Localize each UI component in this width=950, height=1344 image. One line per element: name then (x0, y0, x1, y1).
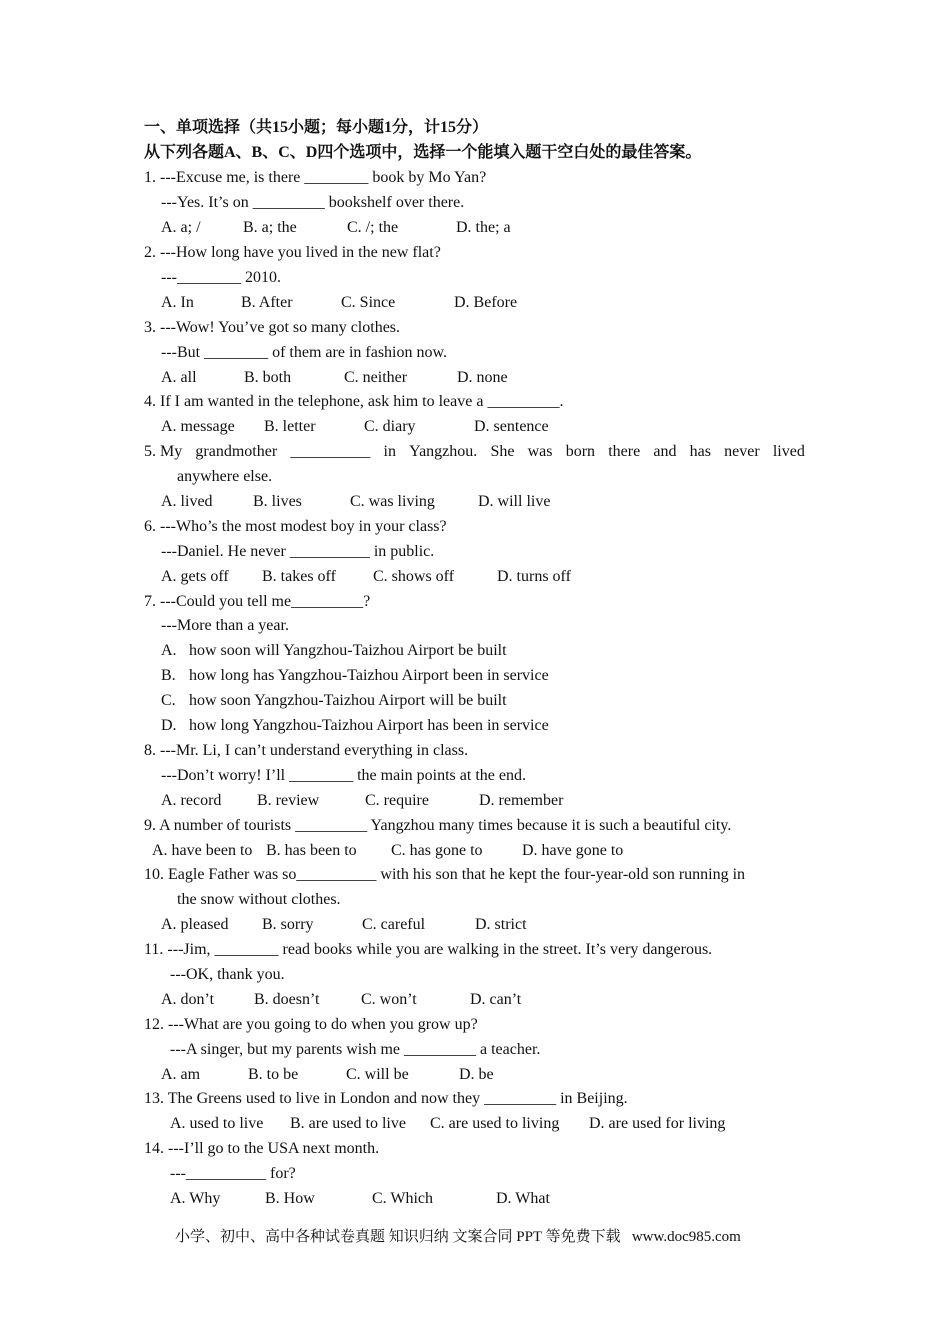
question-stem-continued: anywhere else. (177, 468, 273, 485)
question-response: ---__________ for? (170, 1165, 296, 1182)
option-c: C. careful (362, 916, 426, 933)
option-d: D. are used for living (589, 1115, 726, 1132)
option-d: D. sentence (474, 418, 549, 435)
option-c: C. shows off (373, 568, 455, 585)
option-b: B. a; the (243, 219, 297, 236)
option-b: B. After (241, 294, 293, 311)
option-c: C. was living (350, 493, 435, 510)
option-a: A. In (161, 294, 194, 311)
stem-word: never (724, 443, 760, 460)
stem-word: 5. My (144, 443, 183, 460)
option-d: D. none (457, 369, 508, 386)
option-c: how soon Yangzhou-Taizhou Airport will be built (189, 692, 507, 709)
question-stem: 2. ---How long have you lived in the new flat? (144, 244, 441, 261)
option-d: D. Before (454, 294, 518, 311)
option-c: C. require (365, 792, 429, 809)
option-d: D. strict (475, 916, 527, 933)
option-c: C. has gone to (391, 842, 483, 859)
option-a: A. pleased (161, 916, 229, 933)
option-d: D. have gone to (522, 842, 624, 859)
question-stem: 4. If I am wanted in the telephone, ask him to leave a _________. (144, 393, 564, 410)
option-b: B. has been to (266, 842, 357, 859)
section-heading: 一、单项选择（共15小题；每小题1分，计15分） (144, 119, 489, 136)
option-a: A. used to live (170, 1115, 264, 1132)
question-response: ---A singer, but my parents wish me _________ a teacher. (170, 1041, 541, 1058)
option-d: D. can’t (470, 991, 522, 1008)
section-instruction: 从下列各题A、B、C、D四个选项中，选择一个能填入题干空白处的最佳答案。 (144, 144, 702, 161)
question-stem: 11. ---Jim, ________ read books while you are walking in the street. It’s very dangerous. (144, 941, 713, 958)
option-a: A. Why (170, 1190, 221, 1207)
option-a: A. have been to (152, 842, 253, 859)
question-response: ---Daniel. He never __________ in public. (161, 543, 435, 560)
stem-word: has (689, 443, 711, 460)
option-b: B. letter (264, 418, 316, 435)
option-d: how long Yangzhou-Taizhou Airport has been in service (189, 717, 549, 734)
option-c: C. /; the (347, 219, 399, 236)
stem-word: there (608, 443, 641, 460)
question-stem: 7. ---Could you tell me_________? (144, 593, 371, 610)
option-a: A. all (161, 369, 197, 386)
option-b: B. How (265, 1190, 315, 1207)
stem-word: in (383, 443, 396, 460)
option-d-letter: D. (161, 717, 177, 734)
option-b: B. review (257, 792, 320, 809)
option-a: A. am (161, 1066, 201, 1083)
question-response: ---But ________ of them are in fashion now. (161, 344, 448, 361)
question-response: ---________ 2010. (161, 269, 281, 286)
option-c: C. neither (344, 369, 408, 386)
question-stem-continued: the snow without clothes. (177, 891, 341, 908)
option-b: B. to be (248, 1066, 299, 1083)
option-b: B. sorry (262, 916, 314, 933)
question-stem: 1. ---Excuse me, is there ________ book by Mo Yan? (144, 169, 487, 186)
question-response: ---OK, thank you. (170, 966, 285, 983)
option-b: how long has Yangzhou-Taizhou Airport been in service (189, 667, 549, 684)
option-a: A. don’t (161, 991, 215, 1008)
option-c-letter: C. (161, 692, 176, 709)
option-b-letter: B. (161, 667, 176, 684)
question-response: ---More than a year. (161, 617, 289, 634)
question-stem: 9. A number of tourists _________ Yangzhou many times because it is such a beautiful city. (144, 817, 732, 834)
stem-word: and (653, 443, 677, 460)
stem-word: She (490, 443, 515, 460)
question-stem: 14. ---I’ll go to the USA next month. (144, 1140, 380, 1157)
question-stem (144, 442, 805, 462)
option-d: D. What (496, 1190, 550, 1207)
question-stem: 10. Eagle Father was so__________ with his son that he kept the four-year-old son running in (144, 866, 746, 883)
option-c: C. Since (341, 294, 396, 311)
option-d: D. the; a (456, 219, 511, 236)
option-d: D. will live (478, 493, 551, 510)
option-b: B. takes off (262, 568, 336, 585)
option-d: D. be (459, 1066, 494, 1083)
stem-blank: __________ (290, 443, 371, 460)
option-a: A. a; / (161, 219, 201, 236)
option-a: A. gets off (161, 568, 229, 585)
option-c: C. diary (364, 418, 416, 435)
option-b: B. lives (253, 493, 302, 510)
option-b: B. both (244, 369, 292, 386)
option-b: B. doesn’t (254, 991, 320, 1008)
stem-word: born (565, 443, 596, 460)
option-a: A. record (161, 792, 222, 809)
stem-word: was (527, 443, 553, 460)
option-b: B. are used to live (290, 1115, 406, 1132)
question-stem: 13. The Greens used to live in London and now they _________ in Beijing. (144, 1090, 628, 1107)
stem-word: grandmother (195, 443, 278, 460)
option-d: D. turns off (497, 568, 571, 585)
stem-word: lived (772, 443, 805, 460)
stem-word: Yangzhou. (409, 443, 478, 460)
option-c: C. are used to living (430, 1115, 560, 1132)
option-a-letter: A. (161, 642, 177, 659)
question-stem: 12. ---What are you going to do when you grow up? (144, 1016, 478, 1033)
option-d: D. remember (479, 792, 564, 809)
question-stem: 8. ---Mr. Li, I can’t understand everything in class. (144, 742, 469, 759)
option-a: A. message (161, 418, 235, 435)
question-response: ---Don’t worry! I’ll ________ the main points at the end. (161, 767, 526, 784)
question-stem: 6. ---Who’s the most modest boy in your class? (144, 518, 447, 535)
option-c: C. won’t (361, 991, 417, 1008)
option-c: C. will be (346, 1066, 409, 1083)
option-a: how soon will Yangzhou-Taizhou Airport be built (189, 642, 507, 659)
page-footer: 小学、初中、高中各种试卷真题 知识归纳 文案合同 PPT 等免费下载 www.doc985.com (175, 1229, 741, 1245)
question-stem: 3. ---Wow! You’ve got so many clothes. (144, 319, 401, 336)
option-a: A. lived (161, 493, 213, 510)
question-response: ---Yes. It’s on _________ bookshelf over there. (161, 194, 465, 211)
option-c: C. Which (372, 1190, 434, 1207)
